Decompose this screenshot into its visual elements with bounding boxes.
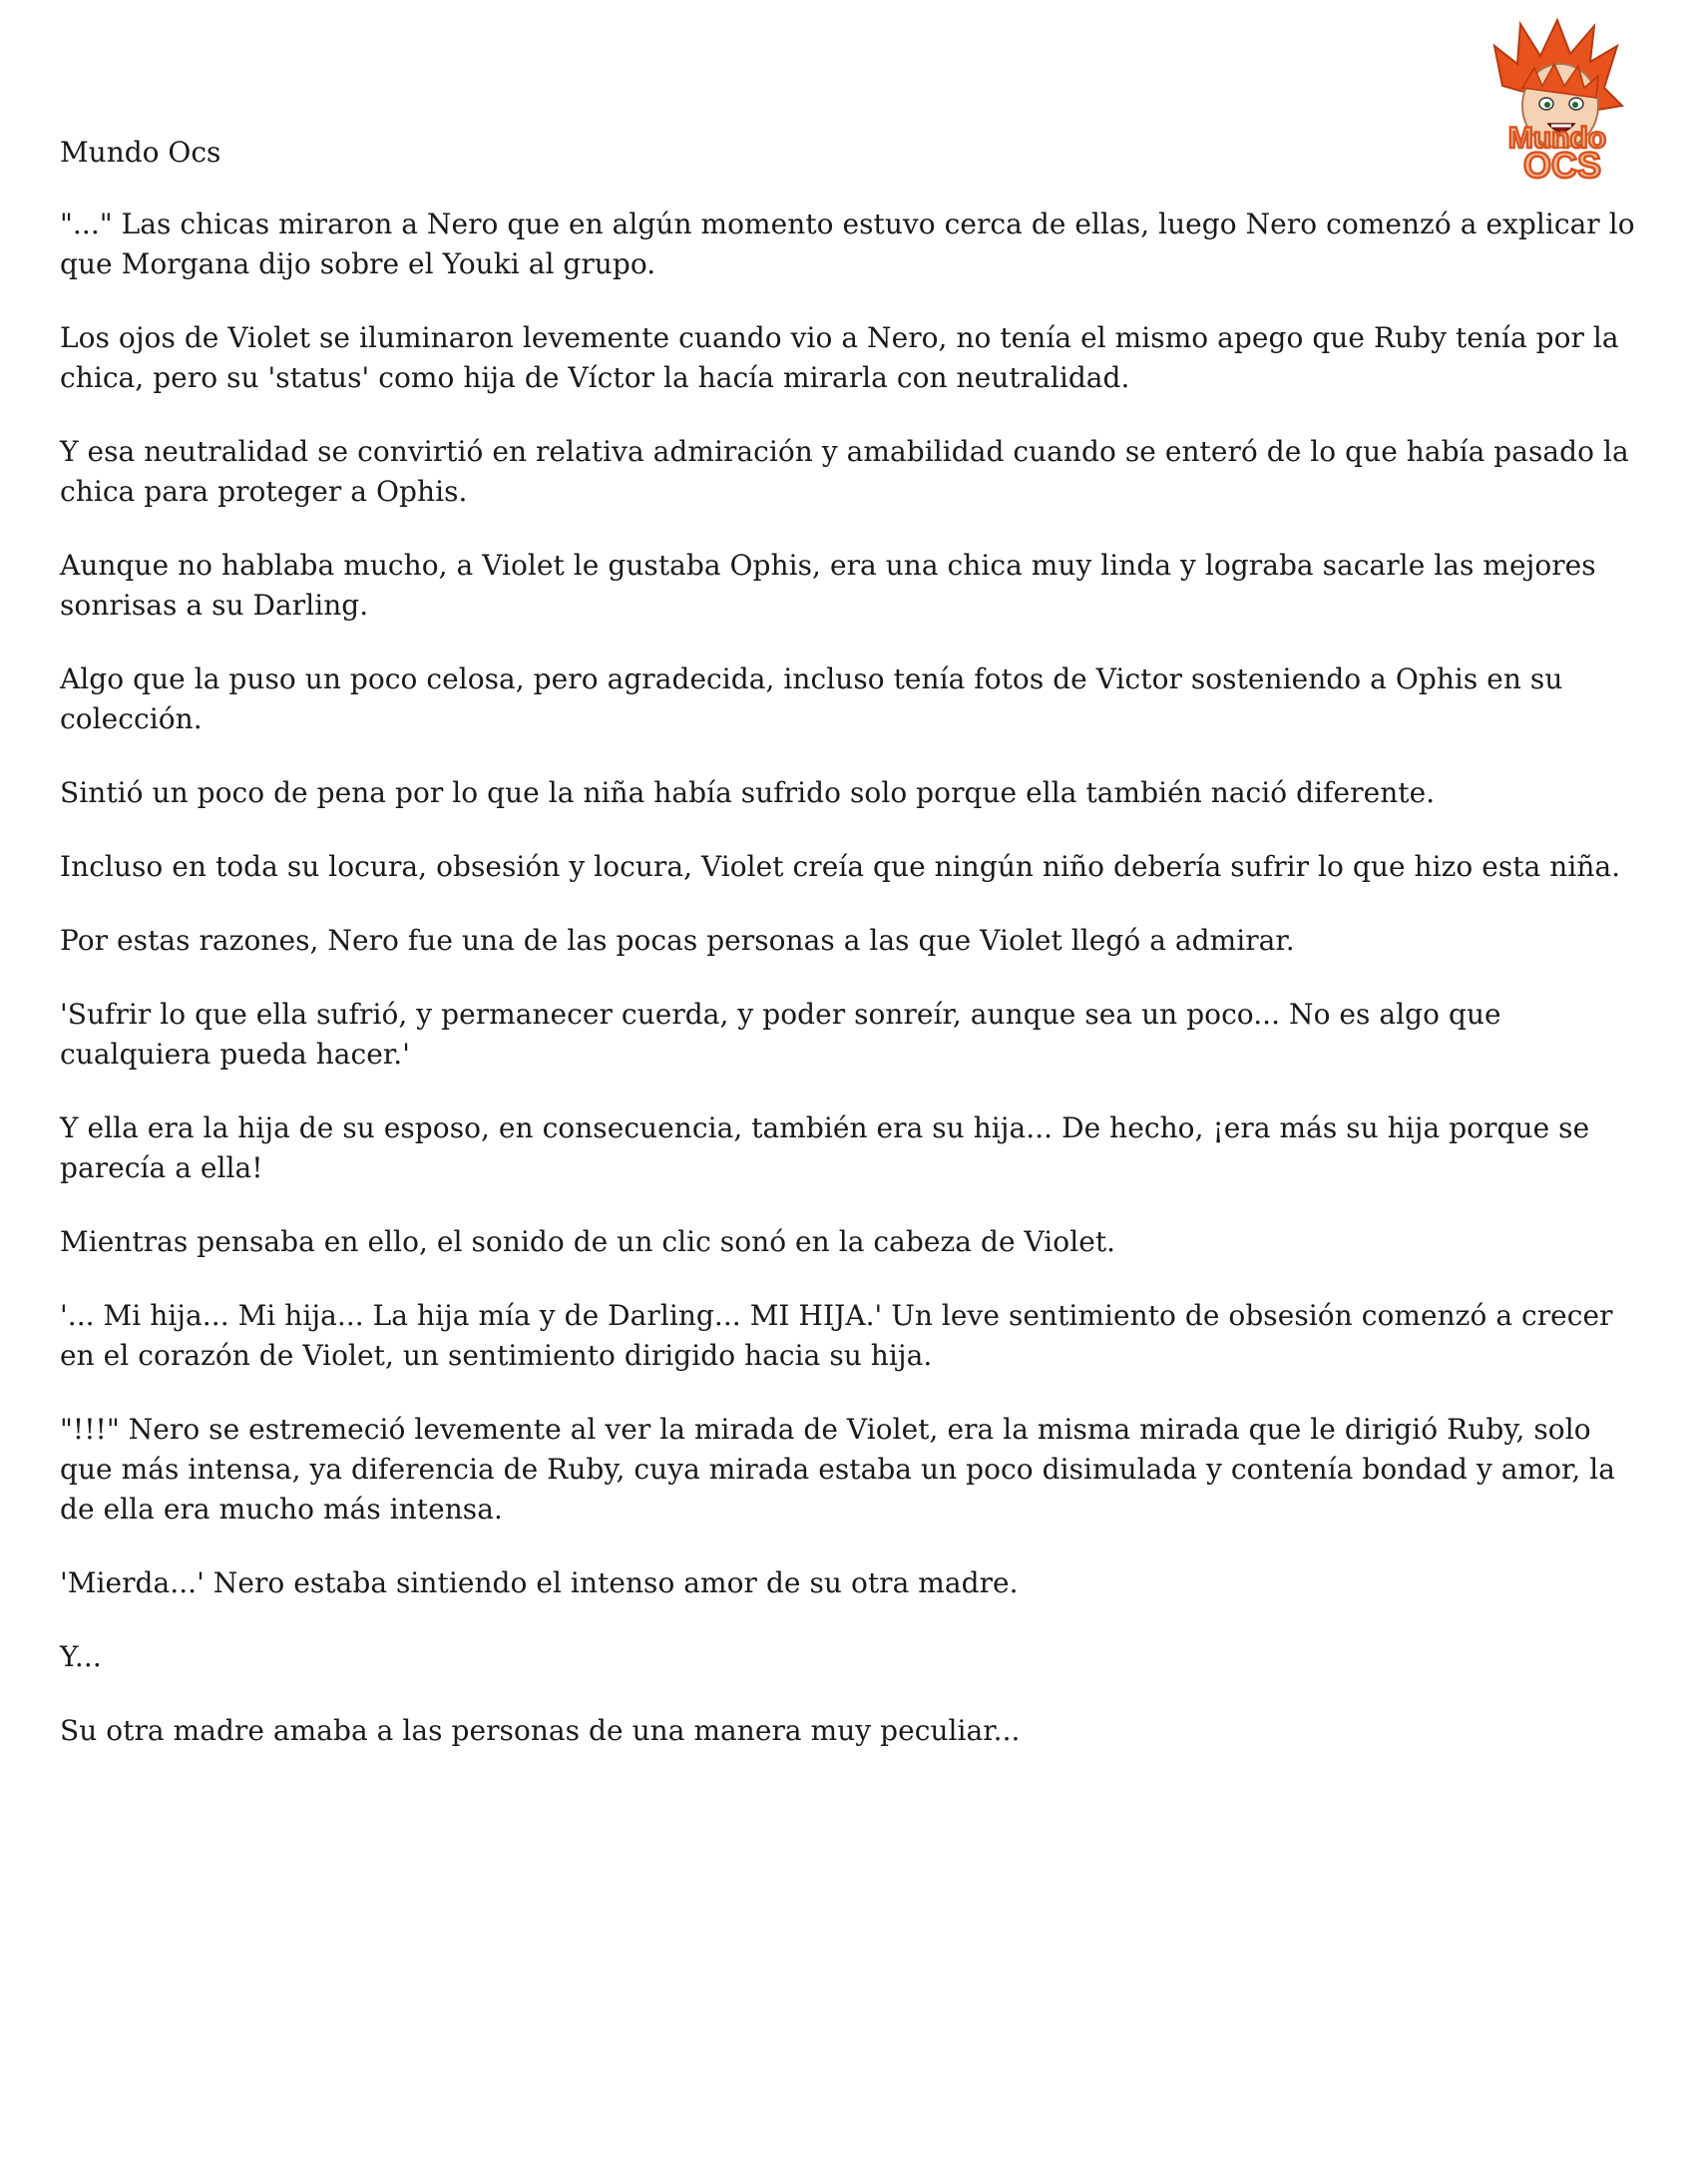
document-body (60, 205, 1641, 1785)
document-header: Mundo Ocs (60, 136, 221, 169)
paragraph: 'Sufrir lo que ella sufrió, y permanecer cuerda, y poder sonreír, aunque sea un poco... No es algo que cualquiera pueda hacer.' (60, 998, 1501, 1071)
svg-text:OCS: OCS (1522, 145, 1602, 186)
paragraph: Por estas razones, Nero fue una de las pocas personas a las que Violet llegó a admirar. (60, 924, 1295, 957)
paragraph: Y ella era la hija de su esposo, en consecuencia, también era su hija... De hecho, ¡era más su hija porque se parecía a ella! (60, 1111, 1590, 1184)
paragraph: '... Mi hija... Mi hija... La hija mía y de Darling... MI HIJA.' Un leve sentimiento de obsesión comenzó a crecer en el corazón de Violet, un sentimiento dirigido hacia su hija. (60, 1299, 1613, 1372)
mundo-ocs-logo (1473, 16, 1642, 186)
paragraph: 'Mierda...' Nero estaba sintiendo el intenso amor de su otra madre. (60, 1566, 1019, 1599)
paragraph: Incluso en toda su locura, obsesión y locura, Violet creía que ningún niño debería sufrir lo que hizo esta niña. (60, 850, 1621, 883)
svg-text:Mundo: Mundo (1507, 122, 1607, 155)
logo-graphic (1473, 16, 1642, 186)
paragraph: Sintió un poco de pena por lo que la niña había sufrido solo porque ella también nació diferente. (60, 776, 1436, 809)
paragraph: Los ojos de Violet se iluminaron levemente cuando vio a Nero, no tenía el mismo apego que Ruby tenía por la chica, pero su 'status' como hija de Víctor la hacía mirarla con neutralidad. (60, 321, 1619, 394)
paragraph: "..." Las chicas miraron a Nero que en algún momento estuvo cerca de ellas, luego Nero comenzó a explicar lo que Morgana dijo sobre el Youki al grupo. (60, 208, 1635, 280)
paragraph: Su otra madre amaba a las personas de una manera muy peculiar... (60, 1714, 1021, 1747)
paragraph: Y esa neutralidad se convirtió en relativa admiración y amabilidad cuando se enteró de lo que había pasado la chica para proteger a Ophis. (60, 435, 1629, 508)
paragraph: Y... (60, 1640, 102, 1673)
paragraph: Mientras pensaba en ello, el sonido de un clic sonó en la cabeza de Violet. (60, 1225, 1116, 1258)
logo-text (1508, 122, 1606, 186)
paragraph: "!!!" Nero se estremeció levemente al ver la mirada de Violet, era la misma mirada que le dirigió Ruby, solo que más intensa, ya diferencia de Ruby, cuya mirada estaba un poco disimulada y contenía bondad y amor, la de ella era mucho más intensa. (60, 1413, 1616, 1526)
paragraph: Aunque no hablaba mucho, a Violet le gustaba Ophis, era una chica muy linda y lograba sacarle las mejores sonrisas a su Darling. (60, 549, 1596, 622)
paragraph: Algo que la puso un poco celosa, pero agradecida, incluso tenía fotos de Victor sosteniendo a Ophis en su colección. (60, 662, 1563, 735)
